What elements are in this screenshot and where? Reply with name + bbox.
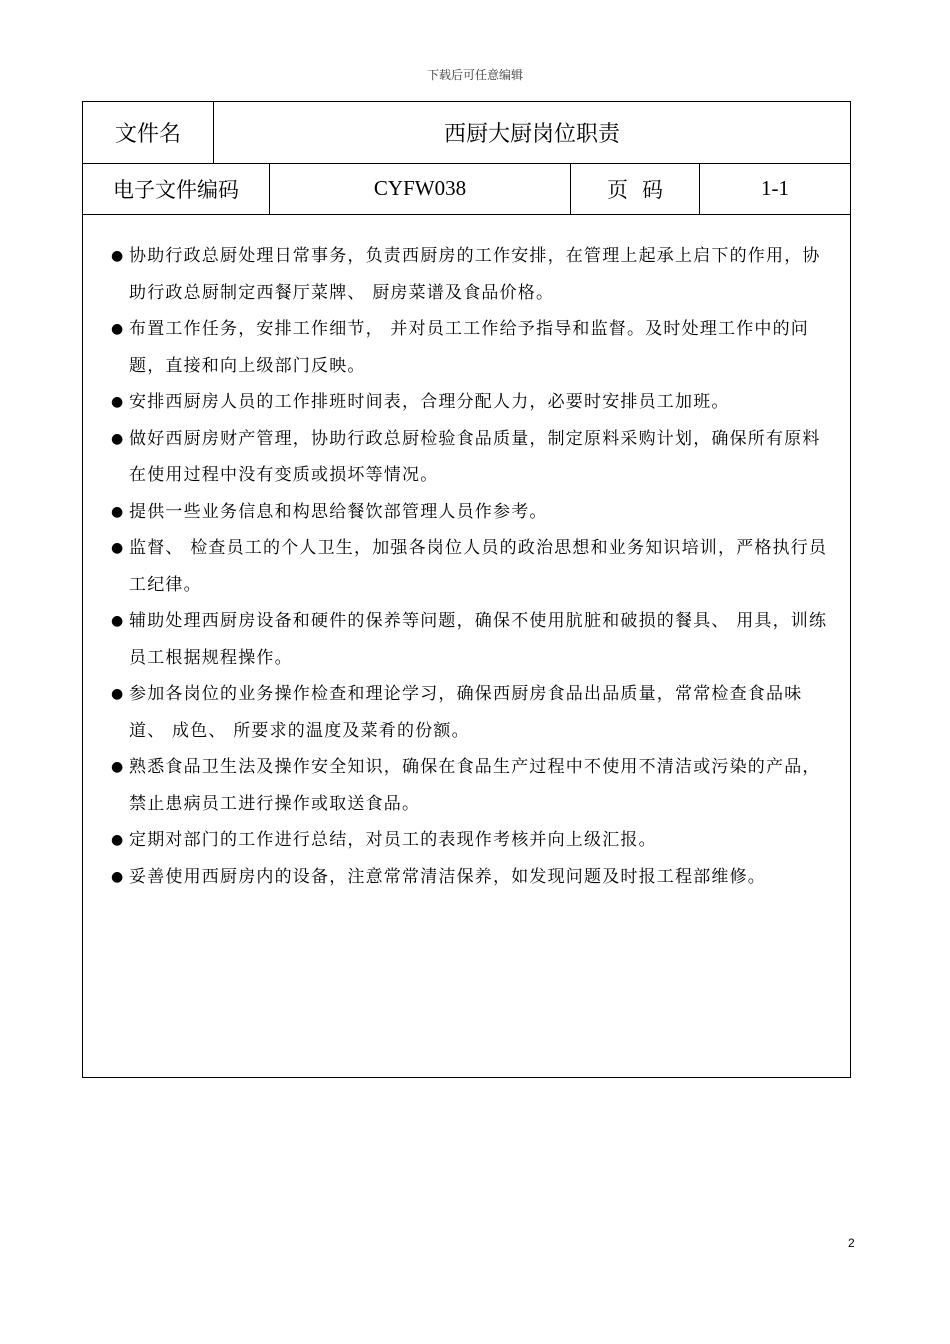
duty-item (111, 311, 831, 384)
duty-item (111, 494, 831, 531)
duty-text: 布置工作任务，安排工作细节， 并对员工工作给予指导和监督。及时处理工作中的问题，直接和向上级部门反映。 (129, 319, 810, 376)
duty-item (111, 530, 831, 603)
file-name-row (83, 102, 850, 164)
duty-text: 安排西厨房人员的工作排班时间表，合理分配人力，必要时安排员工加班。 (129, 392, 730, 412)
header-note: 下载后可任意编辑 (426, 68, 523, 82)
duty-item (111, 238, 831, 311)
bullet-icon: ● (111, 540, 125, 556)
duty-text: 辅助处理西厨房设备和硬件的保养等问题，确保不使用肮脏和破损的餐具、 用具，训练员工根据规程操作。 (129, 611, 828, 668)
duty-text: 提供一些业务信息和构思给餐饮部管理人员作参考。 (129, 501, 548, 522)
duty-text: 做好西厨房财产管理，协助行政总厨检验食品质量，制定原料采购计划，确保所有原料在使用过程中没有变质或损坏等情况。 (129, 428, 821, 485)
duty-text: 定期对部门的工作进行总结，对员工的表现作考核并向上级汇报。 (129, 830, 657, 850)
bullet-icon: ● (111, 613, 125, 629)
duty-item (111, 421, 831, 494)
bullet-icon: ● (111, 394, 125, 410)
duty-item (111, 822, 831, 859)
duty-item (111, 603, 831, 676)
job-description-table (82, 101, 851, 1078)
bullet-icon: ● (111, 430, 125, 447)
document-title: 西厨大厨岗位职责 (443, 122, 620, 147)
duty-text: 参加各岗位的业务操作检查和理论学习，确保西厨房食品出品质量，常常检查食品味道、 成色、 所要求的温度及菜肴的份额。 (129, 684, 803, 741)
duty-text: 监督、 检查员工的个人卫生，加强各岗位人员的政治思想和业务知识培训，严格执行员工纪律。 (129, 538, 828, 595)
duty-text: 协助行政总厨处理日常事务，负责西厨房的工作安排，在管理上起承上启下的作用，协助行政总厨制定西餐厅菜牌、 厨房菜谱及食品价格。 (129, 246, 821, 303)
bullet-icon: ● (111, 759, 125, 775)
duty-item (111, 676, 831, 749)
file-code-label: 电子文件编码 (83, 163, 270, 214)
file-code-row (83, 163, 850, 215)
file-code-value: CYFW038 (270, 163, 571, 214)
file-name-label: 文件名 (83, 102, 214, 163)
bullet-icon: ● (111, 686, 125, 702)
page-label: 页码 (571, 163, 700, 214)
bullet-icon: ● (111, 503, 125, 520)
duty-item (111, 859, 831, 896)
duty-item (111, 749, 831, 822)
duty-text: 妥善使用西厨房内的设备，注意常常清洁保养，如发现问题及时报工程部维修。 (129, 866, 766, 887)
duty-text: 熟悉食品卫生法及操作安全知识，确保在食品生产过程中不使用不清洁或污染的产品，禁止患病员工进行操作或取送食品。 (129, 757, 821, 814)
bullet-icon: ● (111, 321, 125, 337)
bullet-icon: ● (111, 868, 125, 885)
page-value: 1-1 (761, 176, 789, 200)
bullet-icon: ● (111, 832, 125, 848)
duty-item (111, 384, 831, 421)
page-number: 2 (848, 1236, 855, 1250)
bullet-icon: ● (111, 248, 125, 264)
duties-list (111, 238, 831, 895)
